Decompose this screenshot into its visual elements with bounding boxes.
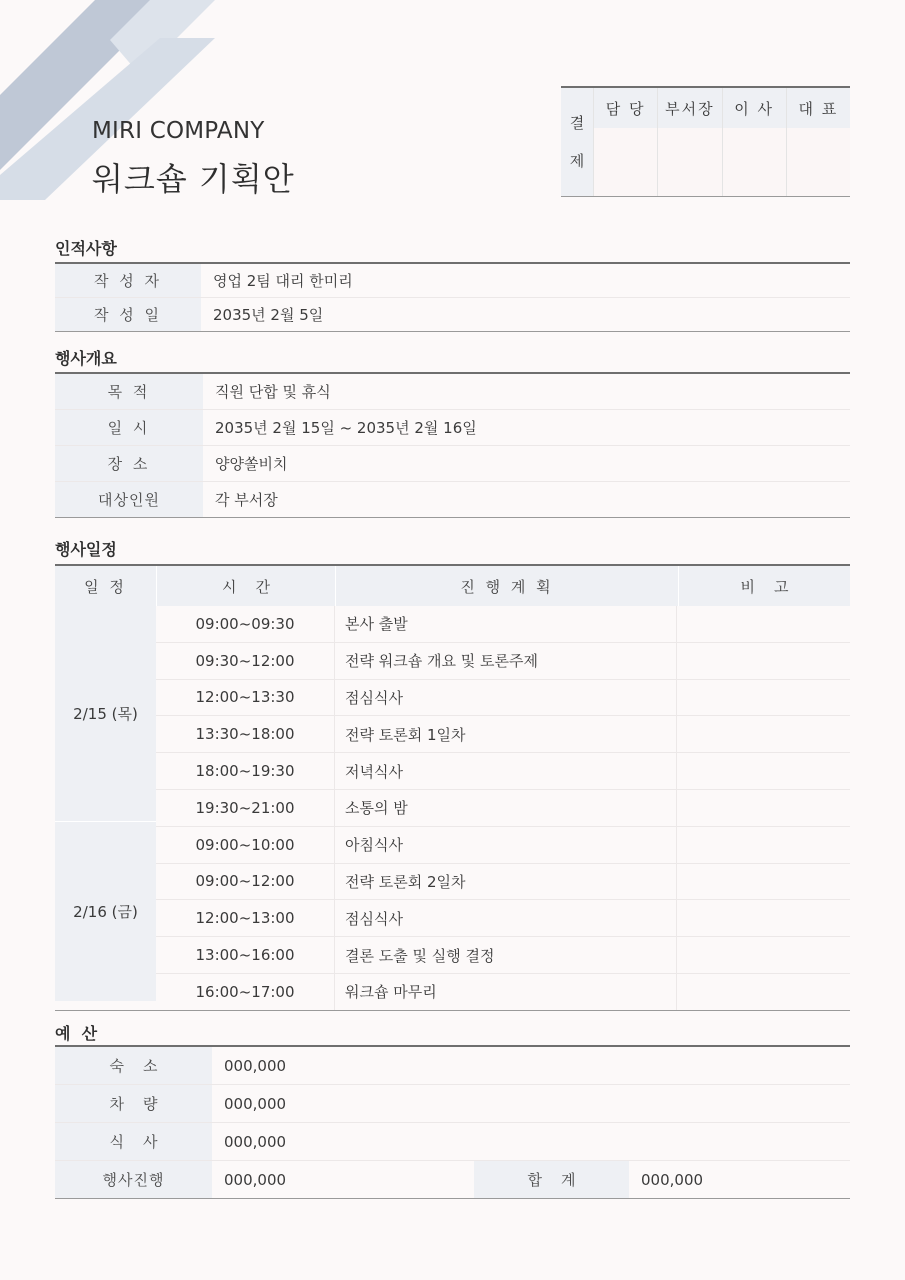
schedule-note (677, 827, 850, 863)
approval-side-label: 결 제 (561, 88, 593, 196)
approval-header: 이 사 (723, 88, 786, 128)
schedule-plan: 전략 워크숍 개요 및 토론주제 (335, 643, 677, 679)
total-value: 000,000 (641, 1170, 704, 1189)
schedule-note (677, 680, 850, 716)
schedule-row (156, 643, 850, 680)
budget-label: 식 사 (55, 1123, 212, 1160)
schedule-note (677, 864, 850, 900)
schedule-row (156, 827, 850, 864)
signature-cell[interactable] (723, 128, 786, 196)
schedule-row (156, 790, 850, 827)
schedule-plan: 본사 출발 (335, 606, 677, 642)
budget-value: 000,000 (224, 1132, 287, 1151)
budget-row (55, 1123, 850, 1161)
schedule-row (156, 900, 850, 937)
schedule-note (677, 716, 850, 752)
budget-row (55, 1047, 850, 1085)
budget-row (55, 1161, 850, 1198)
signature-cell[interactable] (594, 128, 657, 196)
approval-column (786, 88, 850, 196)
overview-section-title: 행사개요 (55, 349, 117, 368)
schedule-time: 16:00~17:00 (156, 974, 335, 1010)
overview-label: 장 소 (55, 446, 203, 481)
schedule-note (677, 974, 850, 1010)
schedule-row (156, 606, 850, 643)
info-label: 작 성 일 (55, 298, 201, 331)
overview-label: 일 시 (55, 410, 203, 445)
schedule-note (677, 790, 850, 826)
info-row (55, 264, 850, 298)
budget-row (55, 1085, 850, 1123)
schedule-row (156, 716, 850, 753)
schedule-time: 12:00~13:30 (156, 680, 335, 716)
overview-table (55, 372, 850, 518)
schedule-note (677, 900, 850, 936)
signature-cell[interactable] (787, 128, 850, 196)
schedule-header: 일 정 (55, 566, 157, 606)
company-name: MIRI COMPANY (92, 118, 265, 144)
info-value: 2035년 2월 5일 (213, 306, 324, 324)
schedule-note (677, 606, 850, 642)
schedule-note (677, 643, 850, 679)
schedule-plan: 전략 토론회 2일차 (335, 864, 677, 900)
overview-row (55, 446, 850, 482)
schedule-body (55, 606, 850, 1010)
info-label: 작 성 자 (55, 264, 201, 297)
schedule-plan: 결론 도출 및 실행 결정 (335, 937, 677, 973)
budget-table (55, 1045, 850, 1199)
info-row (55, 298, 850, 331)
schedule-plan: 아침식사 (335, 827, 677, 863)
budget-value: 000,000 (224, 1094, 287, 1113)
schedule-plan: 점심식사 (335, 680, 677, 716)
schedule-time: 18:00~19:30 (156, 753, 335, 789)
schedule-day: 2/15 (목) (55, 606, 156, 822)
schedule-row (156, 974, 850, 1010)
schedule-day: 2/16 (금) (55, 822, 156, 1001)
overview-row (55, 410, 850, 446)
schedule-table (55, 564, 850, 1011)
schedule-note (677, 937, 850, 973)
overview-row (55, 374, 850, 410)
info-value: 영업 2팀 대리 한미리 (213, 272, 353, 290)
approval-box (561, 86, 850, 197)
schedule-row (156, 864, 850, 901)
budget-value: 000,000 (224, 1170, 287, 1189)
schedule-rows (156, 606, 850, 1010)
approval-header: 담 당 (594, 88, 657, 128)
schedule-section-title: 행사일정 (55, 540, 117, 559)
schedule-time: 12:00~13:00 (156, 900, 335, 936)
schedule-header: 진 행 계 획 (336, 566, 679, 606)
schedule-time: 13:30~18:00 (156, 716, 335, 752)
budget-value: 000,000 (224, 1056, 287, 1075)
overview-value: 2035년 2월 15일 ~ 2035년 2월 16일 (215, 419, 477, 437)
schedule-row (156, 937, 850, 974)
schedule-note (677, 753, 850, 789)
schedule-header-row (55, 566, 850, 606)
approval-column (593, 88, 657, 196)
schedule-header: 시 간 (157, 566, 336, 606)
schedule-time: 19:30~21:00 (156, 790, 335, 826)
budget-label: 차 량 (55, 1085, 212, 1122)
overview-row (55, 482, 850, 517)
budget-section-title: 예 산 (55, 1024, 98, 1043)
budget-label: 숙 소 (55, 1047, 212, 1084)
schedule-time: 13:00~16:00 (156, 937, 335, 973)
schedule-plan: 저녁식사 (335, 753, 677, 789)
schedule-time: 09:00~10:00 (156, 827, 335, 863)
overview-label: 목 적 (55, 374, 203, 409)
signature-cell[interactable] (658, 128, 721, 196)
schedule-row (156, 753, 850, 790)
approval-column (657, 88, 721, 196)
schedule-plan: 전략 토론회 1일차 (335, 716, 677, 752)
info-table (55, 262, 850, 332)
approval-header: 부서장 (658, 88, 721, 128)
overview-value: 직원 단합 및 휴식 (215, 383, 331, 401)
total-label: 합 계 (474, 1161, 629, 1198)
schedule-header: 비 고 (740, 577, 789, 596)
schedule-time: 09:00~09:30 (156, 606, 335, 642)
schedule-time: 09:30~12:00 (156, 643, 335, 679)
schedule-row (156, 680, 850, 717)
schedule-plan: 점심식사 (335, 900, 677, 936)
overview-label: 대상인원 (55, 482, 203, 517)
overview-value: 양양쏠비치 (215, 455, 288, 473)
approval-header: 대 표 (787, 88, 850, 128)
schedule-plan: 워크숍 마무리 (335, 974, 677, 1010)
schedule-plan: 소통의 밤 (335, 790, 677, 826)
approval-column (722, 88, 786, 196)
info-section-title: 인적사항 (55, 239, 117, 258)
budget-label: 행사진행 (55, 1161, 212, 1198)
overview-value: 각 부서장 (215, 491, 278, 509)
document-title: 워크숍 기획안 (92, 160, 295, 198)
schedule-time: 09:00~12:00 (156, 864, 335, 900)
schedule-days (55, 606, 156, 1010)
